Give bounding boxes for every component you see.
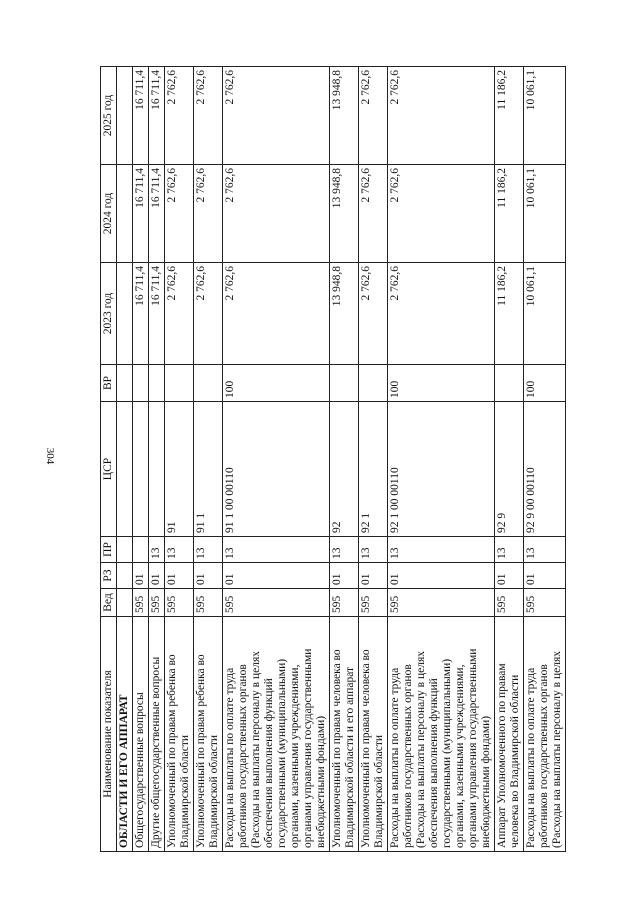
col-header-2023: 2023 год [101, 263, 117, 365]
cell-csr: 92 9 00 00110 [524, 402, 566, 537]
cell-vr [117, 365, 133, 402]
cell-csr: 92 [330, 402, 359, 537]
cell-ved: 595 [223, 589, 330, 617]
cell-2023: 2 762,6 [223, 263, 330, 365]
cell-2023: 16 711,4 [149, 263, 165, 365]
cell-2024: 10 061,1 [524, 165, 566, 263]
cell-rz: 01 [149, 563, 165, 589]
cell-2023: 16 711,4 [133, 263, 149, 365]
col-header-name: Наименование показателя [101, 617, 117, 852]
cell-2025: 2 762,6 [388, 67, 495, 165]
cell-2024 [117, 165, 133, 263]
cell-name: Расходы на выплаты по оплате труда работников государственных органов (Расходы на выплаты персоналу в целях [524, 617, 566, 852]
table-row [117, 67, 133, 852]
cell-2025: 13 948,8 [330, 67, 359, 165]
cell-2025: 11 186,2 [495, 67, 524, 165]
cell-2025: 16 711,4 [133, 67, 149, 165]
table-row [223, 67, 330, 852]
cell-2025: 2 762,6 [194, 67, 223, 165]
cell-name: ОБЛАСТИ И ЕГО АППАРАТ [117, 617, 133, 852]
cell-csr: 91 1 [194, 402, 223, 537]
cell-2025: 2 762,6 [165, 67, 194, 165]
cell-2024: 2 762,6 [194, 165, 223, 263]
cell-rz: 01 [194, 563, 223, 589]
cell-2025: 2 762,6 [223, 67, 330, 165]
cell-name: Общегосударственные вопросы [133, 617, 149, 852]
cell-rz: 01 [359, 563, 388, 589]
cell-ved: 595 [194, 589, 223, 617]
cell-pr: 13 [165, 537, 194, 563]
cell-2023 [117, 263, 133, 365]
cell-2025 [117, 67, 133, 165]
cell-ved: 595 [359, 589, 388, 617]
table-row [330, 67, 359, 852]
cell-name: Другие общегосударственные вопросы [149, 617, 165, 852]
cell-2023: 2 762,6 [194, 263, 223, 365]
cell-2025: 16 711,4 [149, 67, 165, 165]
cell-name: Уполномоченный по правам ребенка во Владимирской области [165, 617, 194, 852]
cell-pr: 13 [495, 537, 524, 563]
table-row [133, 67, 149, 852]
cell-rz: 01 [495, 563, 524, 589]
cell-vr [330, 365, 359, 402]
cell-name: Аппарат Уполномоченного по правам человека во Владимирской области [495, 617, 524, 852]
cell-ved: 595 [149, 589, 165, 617]
cell-vr [133, 365, 149, 402]
col-header-vr: ВР [101, 365, 117, 402]
cell-ved: 595 [330, 589, 359, 617]
table-row [165, 67, 194, 852]
rotated-table-wrapper [100, 67, 566, 852]
cell-pr [117, 537, 133, 563]
col-header-ved: Вед [101, 589, 117, 617]
cell-rz: 01 [330, 563, 359, 589]
cell-vr [359, 365, 388, 402]
cell-pr: 13 [359, 537, 388, 563]
cell-rz: 01 [133, 563, 149, 589]
cell-rz: 01 [223, 563, 330, 589]
cell-vr [149, 365, 165, 402]
cell-vr [194, 365, 223, 402]
col-header-2024: 2024 год [101, 165, 117, 263]
cell-vr [165, 365, 194, 402]
cell-pr: 13 [388, 537, 495, 563]
table-row [495, 67, 524, 852]
cell-2023: 2 762,6 [388, 263, 495, 365]
table-row [194, 67, 223, 852]
cell-name: Расходы на выплаты по оплате труда работников государственных органов (Расходы на выплаты персоналу в целях обеспечения выполнения функций государственными (муниципальными) органами, казенными учреждениями, органами управления государственными внебюджетными фондами) [388, 617, 495, 852]
cell-csr [133, 402, 149, 537]
cell-name: Уполномоченный по правам человека во Владимирской области [359, 617, 388, 852]
cell-2024: 16 711,4 [149, 165, 165, 263]
cell-csr: 91 1 00 00110 [223, 402, 330, 537]
cell-2024: 2 762,6 [223, 165, 330, 263]
cell-2023: 2 762,6 [165, 263, 194, 365]
cell-csr [149, 402, 165, 537]
cell-2024: 16 711,4 [133, 165, 149, 263]
cell-2023: 2 762,6 [359, 263, 388, 365]
cell-csr: 92 1 00 00110 [388, 402, 495, 537]
cell-name: Расходы на выплаты по оплате труда работников государственных органов (Расходы на выплаты персоналу в целях обеспечения выполнения функций государственными (муниципальными) органами, казенными учреждениями, органами управления государственными внебюджетными фондами) [223, 617, 330, 852]
cell-rz: 01 [524, 563, 566, 589]
cell-pr: 13 [524, 537, 566, 563]
cell-vr [495, 365, 524, 402]
cell-2024: 2 762,6 [165, 165, 194, 263]
cell-2024: 13 948,8 [330, 165, 359, 263]
col-header-rz: РЗ [101, 563, 117, 589]
cell-ved: 595 [165, 589, 194, 617]
cell-pr: 13 [223, 537, 330, 563]
cell-ved: 595 [133, 589, 149, 617]
cell-pr: 13 [149, 537, 165, 563]
cell-2025: 2 762,6 [359, 67, 388, 165]
cell-2023: 10 061,1 [524, 263, 566, 365]
cell-csr [117, 402, 133, 537]
cell-rz: 01 [388, 563, 495, 589]
budget-table [100, 66, 566, 852]
table-row [388, 67, 495, 852]
cell-rz [117, 563, 133, 589]
cell-2023: 13 948,8 [330, 263, 359, 365]
cell-ved: 595 [524, 589, 566, 617]
cell-rz: 01 [165, 563, 194, 589]
cell-2024: 2 762,6 [388, 165, 495, 263]
cell-vr: 100 [524, 365, 566, 402]
cell-ved [117, 589, 133, 617]
cell-2024: 11 186,2 [495, 165, 524, 263]
cell-csr: 92 1 [359, 402, 388, 537]
cell-vr: 100 [388, 365, 495, 402]
col-header-2025: 2025 год [101, 67, 117, 165]
cell-name: Уполномоченный по правам человека во Владимирской области и его аппарат [330, 617, 359, 852]
cell-ved: 595 [495, 589, 524, 617]
cell-2023: 11 186,2 [495, 263, 524, 365]
cell-csr: 92 9 [495, 402, 524, 537]
table-row [359, 67, 388, 852]
col-header-pr: ПР [101, 537, 117, 563]
cell-pr [133, 537, 149, 563]
cell-ved: 595 [388, 589, 495, 617]
table-row [524, 67, 566, 852]
page-number: 304 [44, 447, 56, 465]
cell-csr: 91 [165, 402, 194, 537]
cell-vr: 100 [223, 365, 330, 402]
col-header-csr: ЦСР [101, 402, 117, 537]
cell-pr: 13 [330, 537, 359, 563]
table-row [149, 67, 165, 852]
cell-2025: 10 061,1 [524, 67, 566, 165]
cell-name: Уполномоченный по правам ребенка во Владимирской области [194, 617, 223, 852]
cell-2024: 2 762,6 [359, 165, 388, 263]
header-row [101, 67, 117, 852]
cell-pr: 13 [194, 537, 223, 563]
